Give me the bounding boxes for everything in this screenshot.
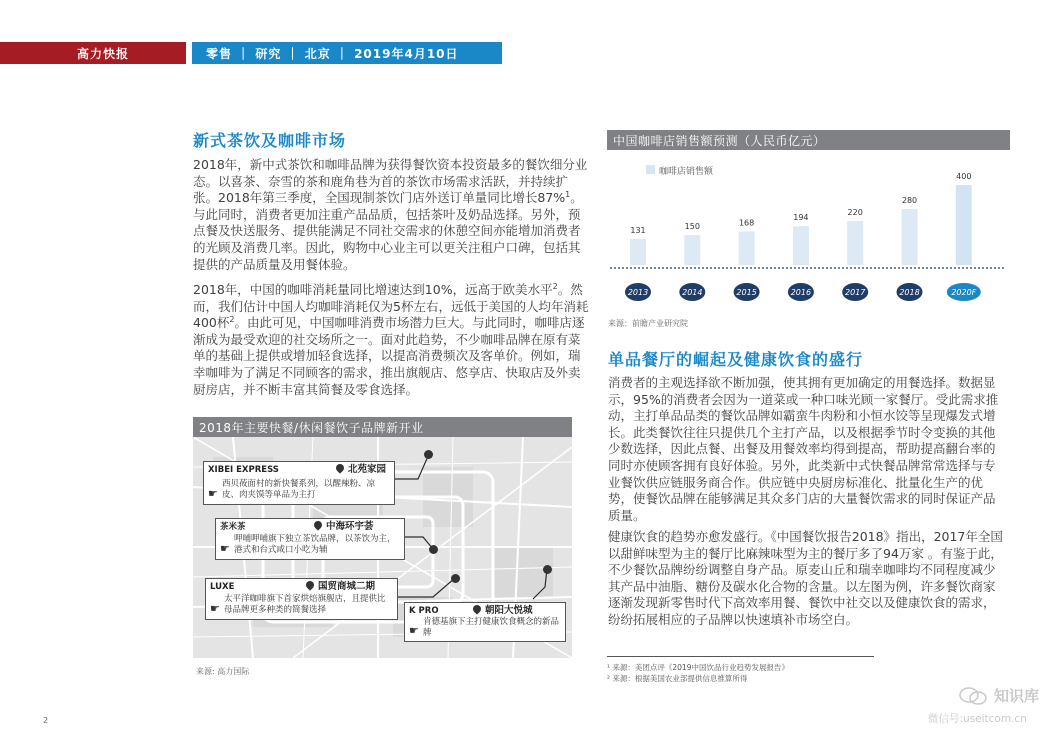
map-source: 来源: 高力国际	[196, 667, 250, 676]
hand-pointer-icon: ☛	[220, 542, 230, 555]
paragraph-single-item: 消费者的主观选择欲不断加强，使其拥有更加确定的用餐选择。数据显示，95%的消费者会因为一道菜或一种口味光顾一家餐厅。受此需求推动，主打单品品类的餐饮品牌如霸蛮牛肉粉和小恒水饺等呈现爆发式增长。此类餐饮往往只提供几个主打产品，以及根据季节时令变换的其他少数选择，因此点餐、出餐及用餐效率均得到提高，帮助提高翻台率的同时亦使顾客拥有良好体验。另外，此类新中式快餐品牌常常选择与专业餐饮供应链服务商合作。供应链中央厨房标准化、批量化生产的优势，使餐饮品牌在能够满足其众多门店的大量餐饮需求的同时保证产品质量。	[608, 375, 999, 523]
location-pin-icon	[304, 579, 315, 590]
callout-luxe	[205, 578, 398, 620]
bar-value-label: 131	[630, 225, 646, 235]
para2-text-c: 。由此可见，中国咖啡消费市场潜力巨大。与此同时，咖啡店逐渐成为最受欢迎的社交场所之一。面对此趋势，不少咖啡品牌在原有菜单的基础上提供或增加轻食选择，以提高消费频次及客单价。例如，瑞幸咖啡为了满足不同顾客的需求，推出旗舰店、悠享店、快取店及外卖厨房店，并不断丰富其简餐及零食选择。	[193, 315, 585, 397]
callout-location: 朝阳大悦城	[473, 605, 533, 616]
bar-2016	[793, 226, 809, 265]
bar-value-label: 280	[901, 196, 918, 205]
map-marker	[429, 545, 438, 554]
hand-pointer-icon: ☛	[409, 624, 419, 637]
x-tick-label: 2013	[627, 288, 649, 297]
callout-kpro	[404, 602, 566, 642]
x-tick-label: 2020F	[951, 288, 977, 297]
header-brand-bar	[0, 42, 186, 64]
legend-label: 咖啡店销售额	[659, 167, 714, 177]
callout-desc: 呷哺呷哺旗下独立茶饮品牌，以茶饮为主，港式和台式咸口小吃为辅	[234, 534, 396, 555]
footnote-ref: 2	[229, 315, 235, 325]
callout-brand: K PRO	[409, 606, 439, 616]
bar-value-label: 194	[793, 213, 809, 223]
map-caption: 2018年主要快餐/休闲餐饮子品牌新开业	[193, 417, 572, 437]
location-pin-icon	[334, 462, 345, 473]
footnote-ref: 1	[565, 190, 571, 200]
callout-brand: XIBEI EXPRESS	[208, 465, 279, 475]
x-tick-label: 2014	[682, 288, 703, 297]
paragraph-coffee-market	[193, 282, 591, 398]
callout-xibei	[203, 461, 395, 505]
para1-text-a: 2018年，新中式茶饮和咖啡品牌为获得餐饮资本投资最多的餐饮细分业态。以喜茶、奈雪的茶和鹿角巷为首的茶饮市场需求活跃，并持续扩张。2018年第三季度，全国现制茶饮门店外送订单量同比增长87%	[193, 157, 588, 206]
header-brand: 高力快报	[77, 47, 130, 61]
callout-location: 北苑家园	[336, 464, 386, 475]
chart-caption: 中国咖啡店销售额预测（人民币亿元）	[607, 130, 1010, 150]
location-pin-icon	[471, 603, 482, 614]
callout-brand: 茶米茶	[220, 522, 246, 532]
bar-2013	[630, 239, 646, 265]
paragraph-tea-market	[193, 157, 591, 273]
footnote-ref: 2	[552, 281, 558, 291]
bar-value-label: 150	[684, 222, 700, 231]
section-title-tea-coffee: 新式茶饮及咖啡市场	[193, 131, 347, 150]
hand-pointer-icon: ☛	[210, 602, 220, 615]
wechat-icon	[958, 686, 988, 706]
location-pin-icon	[312, 519, 323, 530]
callout-chamicha	[215, 518, 405, 560]
callout-desc: 太平洋咖啡旗下首家烘焙旗舰店，且提供比母品牌更多种类的简餐选择	[224, 594, 386, 615]
callout-desc: 西贝莜面村的新快餐系列，以醒辣粉、凉皮、肉夹馍等单品为主打	[222, 479, 376, 500]
map-figure	[193, 437, 572, 658]
page-number: 2	[43, 716, 49, 725]
footnote-2: ² 来源：根据美国农业部提供信息推算所得	[607, 674, 748, 683]
bar-2018	[902, 209, 918, 265]
map-marker	[451, 574, 460, 583]
watermark-wechat: 微信号:useitcom.cn	[928, 713, 1027, 725]
bar-value-label: 400	[956, 172, 972, 181]
callout-location: 中海环宇荟	[314, 521, 374, 532]
para2-text-a: 2018年，中国的咖啡消耗量同比增速达到10%，远高于欧美水平	[193, 282, 553, 297]
bar-value-label: 168	[738, 218, 755, 228]
sales-bar-chart	[606, 150, 1010, 316]
callout-brand: LUXE	[210, 582, 235, 592]
x-tick-label: 2018	[899, 288, 920, 297]
x-tick-label: 2016	[790, 288, 812, 297]
bar-2020F	[956, 185, 972, 265]
callout-desc: 肯德基旗下主打健康饮食概念的新品牌	[423, 617, 560, 638]
bar-2014	[684, 235, 700, 265]
chart-source: 来源：前瞻产业研究院	[608, 319, 688, 328]
map-marker	[424, 450, 433, 459]
para2-text-b: 。然而，我们估计中国人均咖啡消耗仅为5杯左右，远低于美国的人均年消耗400杯	[193, 282, 589, 331]
map-marker	[543, 565, 552, 574]
x-tick-label: 2015	[736, 288, 757, 297]
paragraph-healthy-eating: 健康饮食的趋势亦愈发盛行。《中国餐饮报告2018》指出，2017年全国以甜鲜味型为主的餐厅比麻辣味型为主的餐厅多了94万家 。有鉴于此，不少餐饮品牌纷纷调整自身产品。原麦山丘和瑞幸咖啡均不同程度减少其产品中油脂、糖份及碳水化合物的含量。以左图为例，许多餐饮商家逐渐发现新零售时代下高效率用餐、餐饮中社交以及健康饮食的需求，纷纷拓展相应的子品牌以快速填补市场空白。	[608, 529, 1003, 627]
bar-value-label: 220	[847, 208, 863, 217]
footnote-1: ¹ 来源：美团点评《2019中国饮品行业趋势发展报告》	[607, 663, 789, 672]
bar-2017	[847, 221, 863, 265]
para1-text-b: 。与此同时，消费者更加注重产品品质，包括茶叶及奶品选择。另外，预点餐及快送服务、提供能满足不同社交需求的休憩空间亦能增加消费者的光顾及消费几率。因此，购物中心业主可以更关注租户口碑，包括其提供的产品质量及用餐体验。	[193, 190, 583, 272]
section-title-single-item: 单品餐厅的崛起及健康饮食的盛行	[608, 350, 864, 369]
footnote-divider	[607, 656, 874, 657]
legend-swatch	[646, 165, 655, 174]
header-meta: 零售 ｜ 研究 ｜ 北京 ｜ 2019年4月10日	[192, 42, 502, 64]
callout-location: 国贸商城二期	[306, 581, 375, 592]
watermark-name: 知识库	[994, 687, 1040, 705]
hand-pointer-icon: ☛	[208, 487, 218, 500]
x-tick-label: 2017	[845, 288, 866, 297]
bar-2015	[739, 231, 755, 265]
